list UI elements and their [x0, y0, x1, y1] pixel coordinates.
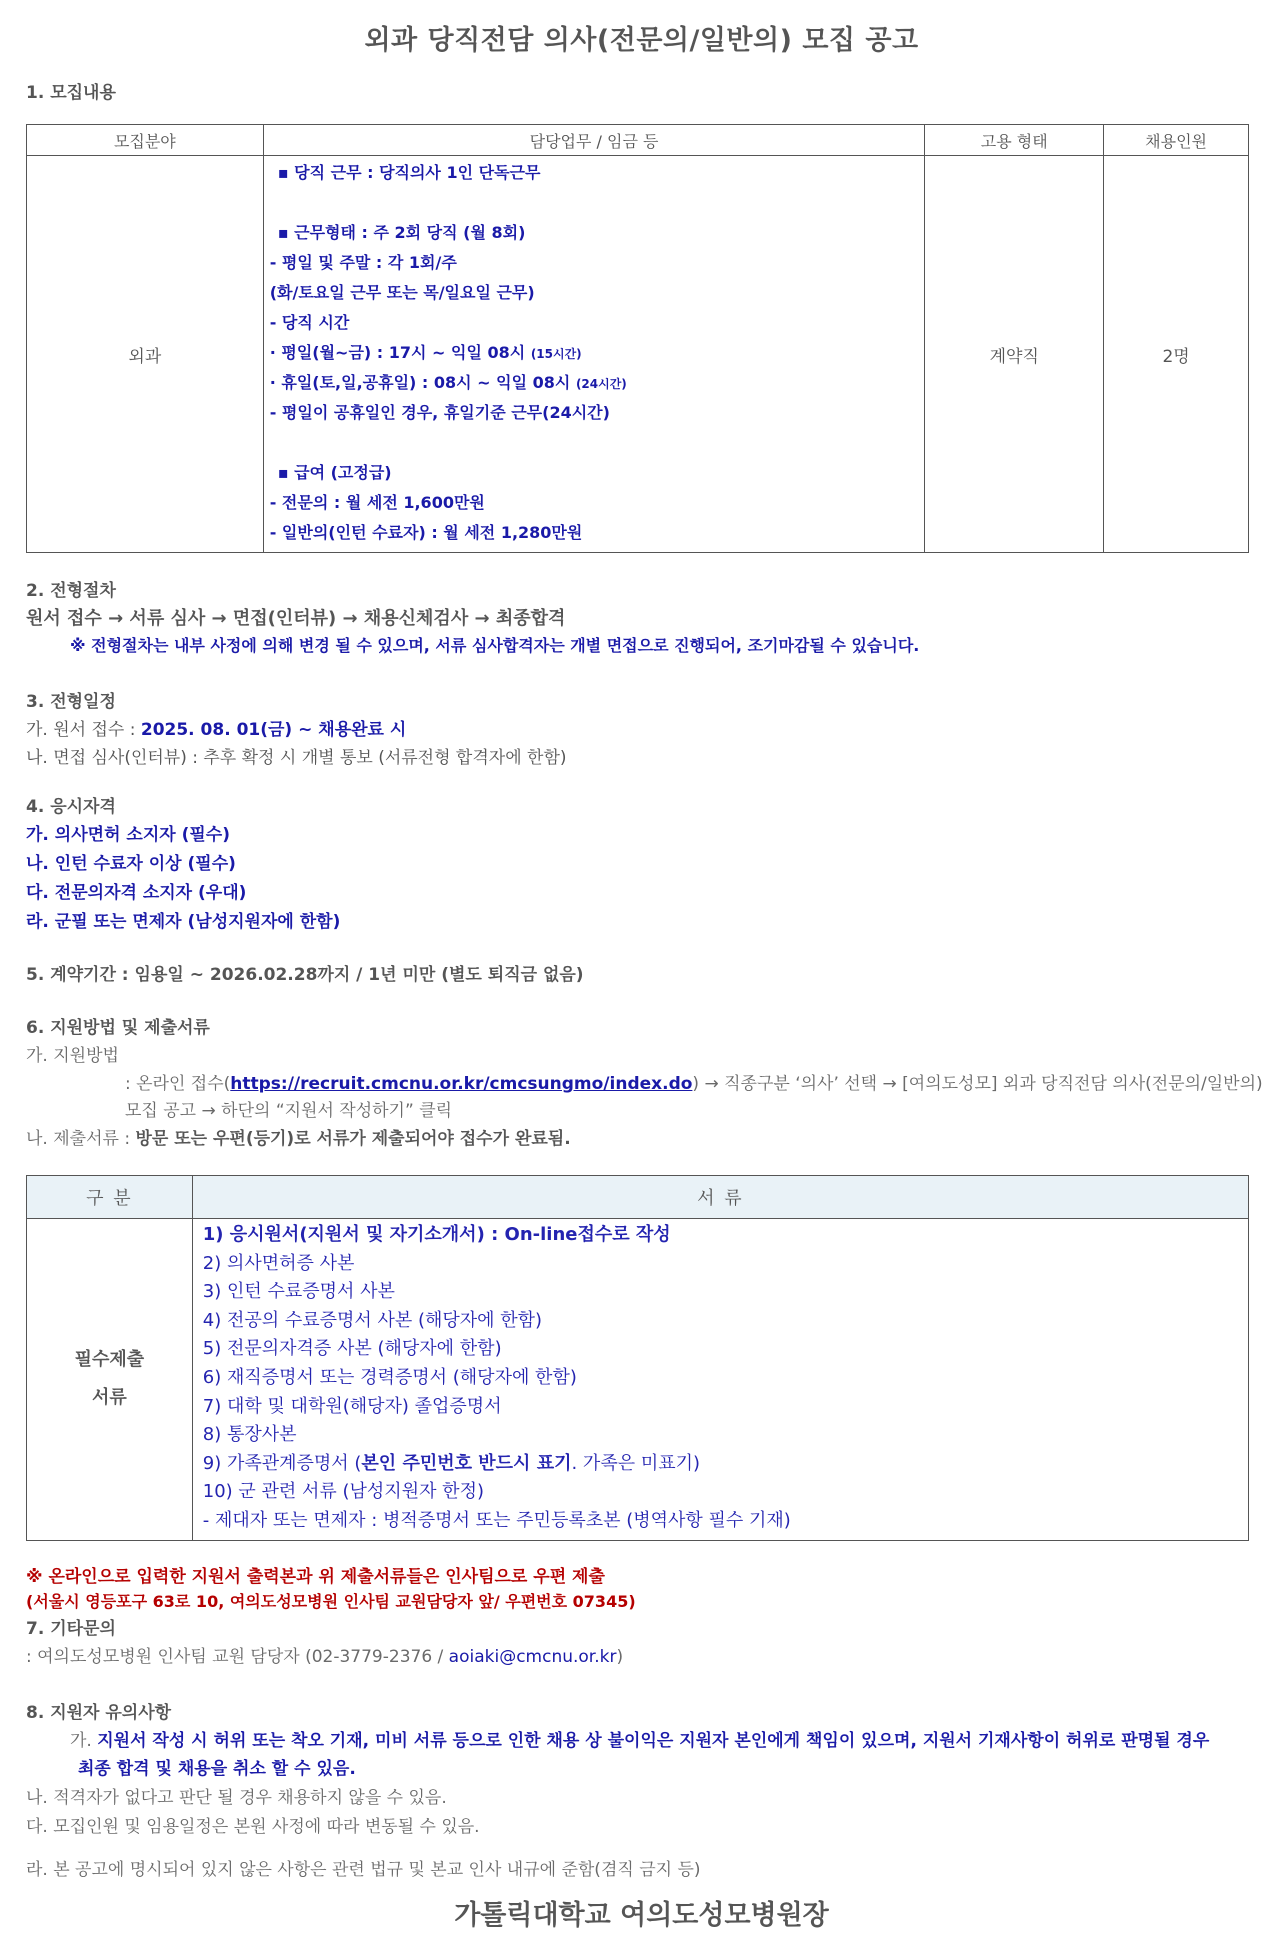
mail-address: (서울시 영등포구 63로 10, 여의도성모병원 인사팀 교원담당자 앞/ 우편번호 07345) — [26, 1592, 636, 1611]
issuer-signature: 가톨릭대학교 여의도성모병원장 — [454, 1900, 829, 1931]
contact-line — [26, 1642, 623, 1667]
section-7-heading: 7. 기타문의 — [26, 1619, 116, 1639]
documents-table — [26, 1175, 1249, 1541]
apply-method-pre: : 온라인 접수( — [125, 1074, 231, 1094]
duty-line: ▪ 급여 (고정급) — [277, 463, 392, 482]
doc-item: 10) 군 관련 서류 (남성지원자 한정) — [202, 1481, 484, 1503]
schedule-application-label: 가. 원서 접수 : — [26, 720, 141, 740]
duty-line: - 평일 및 주말 : 각 1회/주 — [269, 253, 457, 272]
recruit-link[interactable]: https://recruit.cmcnu.or.kr/cmcsungmo/index.do — [230, 1074, 693, 1094]
doc-item-9-post: . 가족은 미표기) — [571, 1452, 700, 1474]
caution-d: 라. 본 공고에 명시되어 있지 않은 사항은 관련 법규 및 본교 인사 내규에 준함(겸직 금지 등) — [26, 1860, 701, 1880]
header-field: 모집분야 — [27, 125, 264, 156]
section-2-heading: 2. 전형절차 — [26, 581, 116, 601]
mail-notice: ※ 온라인으로 입력한 지원서 출력본과 위 제출서류들은 인사팀으로 우편 제출 — [26, 1567, 605, 1587]
qualification-item: 가. 의사면허 소지자 (필수) — [26, 825, 230, 845]
process-steps: 원서 접수 → 서류 심사 → 면접(인터뷰) → 채용신체검사 → 최종합격 — [26, 608, 566, 629]
doc-item-9-pre: 9) 가족관계증명서 ( — [202, 1452, 362, 1474]
table-row — [27, 1219, 1249, 1541]
duty-line: ▪ 근무형태 : 주 2회 당직 (월 8회) — [277, 223, 526, 242]
duty-holiday-hours: (24시간) — [575, 377, 627, 391]
apply-method-post: ) → 직종구분 ‘의사’ 선택 → [여의도성모] 외과 당직전담 의사(전문의/일반의) — [692, 1074, 1263, 1094]
caution-b: 나. 적격자가 없다고 판단 될 경우 채용하지 않을 수 있음. — [26, 1788, 447, 1808]
caution-a-text: 지원서 작성 시 허위 또는 착오 기재, 미비 서류 등으로 인한 채용 상 불이익은 지원자 본인에게 책임이 있으며, 지원서 기재사항이 허위로 판명될 경우 — [97, 1731, 1210, 1751]
duty-line — [270, 338, 919, 368]
apply-method-line — [125, 1069, 1263, 1094]
process-note: ※ 전형절차는 내부 사정에 의해 변경 될 수 있으며, 서류 심사합격자는 개별 면접으로 진행되어, 조기마감될 수 있습니다. — [70, 636, 920, 655]
apply-method-line-2: 모집 공고 → 하단의 “지원서 작성하기” 클릭 — [125, 1101, 453, 1121]
table-header-row — [27, 125, 1249, 156]
docs-header-documents: 서 류 — [192, 1176, 1248, 1219]
header-duties: 담당업무 / 임금 등 — [263, 125, 925, 156]
docs-category-line: 필수제출 — [74, 1349, 145, 1371]
doc-item: 6) 재직증명서 또는 경력증명서 (해당자에 한함) — [202, 1366, 577, 1388]
doc-item: 2) 의사면허증 사본 — [202, 1252, 355, 1274]
caution-a-label: 가. — [70, 1731, 98, 1751]
duty-line: (화/토요일 근무 또는 목/일요일 근무) — [269, 283, 535, 302]
docs-header-category: 구 분 — [27, 1176, 193, 1219]
docs-category-cell — [27, 1219, 193, 1541]
qualification-item: 다. 전문의자격 소지자 (우대) — [26, 883, 247, 903]
submission-docs-label: 나. 제출서류 : — [26, 1129, 136, 1149]
caution-c: 다. 모집인원 및 임용일정은 본원 사정에 따라 변동될 수 있음. — [26, 1817, 480, 1837]
section-1-heading: 1. 모집내용 — [26, 83, 116, 103]
schedule-interview: 나. 면접 심사(인터뷰) : 추후 확정 시 개별 통보 (서류전형 합격자에 한함) — [26, 748, 567, 768]
doc-item-9-emphasis: 본인 주민번호 반드시 표기 — [361, 1452, 572, 1474]
submission-docs-value: 방문 또는 우편(등기)로 서류가 제출되어야 접수가 완료됨. — [135, 1129, 571, 1149]
doc-item: - 제대자 또는 면제자 : 병적증명서 또는 주민등록초본 (병역사항 필수 기재) — [202, 1509, 791, 1531]
employment-cell: 계약직 — [925, 156, 1104, 553]
duty-line: - 당직 시간 — [269, 313, 350, 332]
count-cell: 2명 — [1104, 156, 1249, 553]
docs-list-cell — [192, 1219, 1248, 1541]
header-count: 채용인원 — [1104, 125, 1249, 156]
caution-a-text-2: 최종 합격 및 채용을 취소 할 수 있음. — [78, 1759, 356, 1779]
doc-item: 5) 전문의자격증 사본 (해당자에 한함) — [202, 1338, 502, 1360]
submission-docs-line — [26, 1124, 571, 1149]
duty-line: - 평일이 공휴일인 경우, 휴일기준 근무(24시간) — [269, 403, 610, 422]
section-4-heading: 4. 응시자격 — [26, 797, 116, 817]
recruitment-table — [26, 124, 1249, 553]
caution-a — [70, 1726, 1209, 1751]
schedule-application — [26, 715, 406, 740]
doc-item: 7) 대학 및 대학원(해당자) 졸업증명서 — [202, 1395, 502, 1417]
qualification-item: 라. 군필 또는 면제자 (남성지원자에 한함) — [26, 912, 341, 932]
doc-item: 8) 통장사본 — [202, 1424, 297, 1446]
header-employment: 고용 형태 — [925, 125, 1104, 156]
section-3-heading: 3. 전형일정 — [26, 692, 116, 712]
docs-category-line: 서류 — [91, 1387, 127, 1409]
field-cell: 외과 — [27, 156, 264, 553]
doc-item: 1) 응시원서(지원서 및 자기소개서) : On-line접수로 작성 — [202, 1224, 671, 1245]
doc-item — [203, 1450, 1238, 1479]
duties-cell — [263, 156, 925, 553]
section-8-heading: 8. 지원자 유의사항 — [26, 1703, 172, 1723]
qualification-item: 나. 인턴 수료자 이상 (필수) — [26, 854, 236, 874]
duty-holiday: · 휴일(토,일,공휴일) : 08시 ~ 익일 08시 — [269, 373, 571, 392]
docs-header-row — [27, 1176, 1249, 1219]
apply-method-label: 가. 지원방법 — [26, 1046, 119, 1066]
duty-line: - 전문의 : 월 세전 1,600만원 — [269, 493, 485, 512]
doc-item: 3) 인턴 수료증명서 사본 — [202, 1281, 395, 1303]
duty-line: - 일반의(인턴 수료자) : 월 세전 1,280만원 — [269, 523, 583, 542]
contact-close: ) — [616, 1647, 624, 1667]
page-title: 외과 당직전담 의사(전문의/일반의) 모집 공고 — [364, 25, 919, 56]
table-row — [27, 156, 1249, 553]
section-6-heading: 6. 지원방법 및 제출서류 — [26, 1018, 210, 1038]
schedule-application-date: 2025. 08. 01(금) ~ 채용완료 시 — [140, 720, 407, 740]
duty-line: ▪ 당직 근무 : 당직의사 1인 단독근무 — [277, 163, 541, 182]
contract-period: 5. 계약기간 : 임용일 ~ 2026.02.28까지 / 1년 미만 (별도 퇴직금 없음) — [26, 965, 584, 985]
duty-weekday: · 평일(월~금) : 17시 ~ 익일 08시 — [269, 343, 526, 362]
doc-item: 4) 전공의 수료증명서 사본 (해당자에 한함) — [202, 1309, 543, 1331]
duty-weekday-hours: (15시간) — [530, 347, 582, 361]
duty-line — [270, 368, 919, 398]
contact-email[interactable]: aoiaki@cmcnu.or.kr — [448, 1647, 617, 1667]
contact-text: : 여의도성모병원 인사팀 교원 담당자 (02-3779-2376 / — [26, 1647, 449, 1667]
